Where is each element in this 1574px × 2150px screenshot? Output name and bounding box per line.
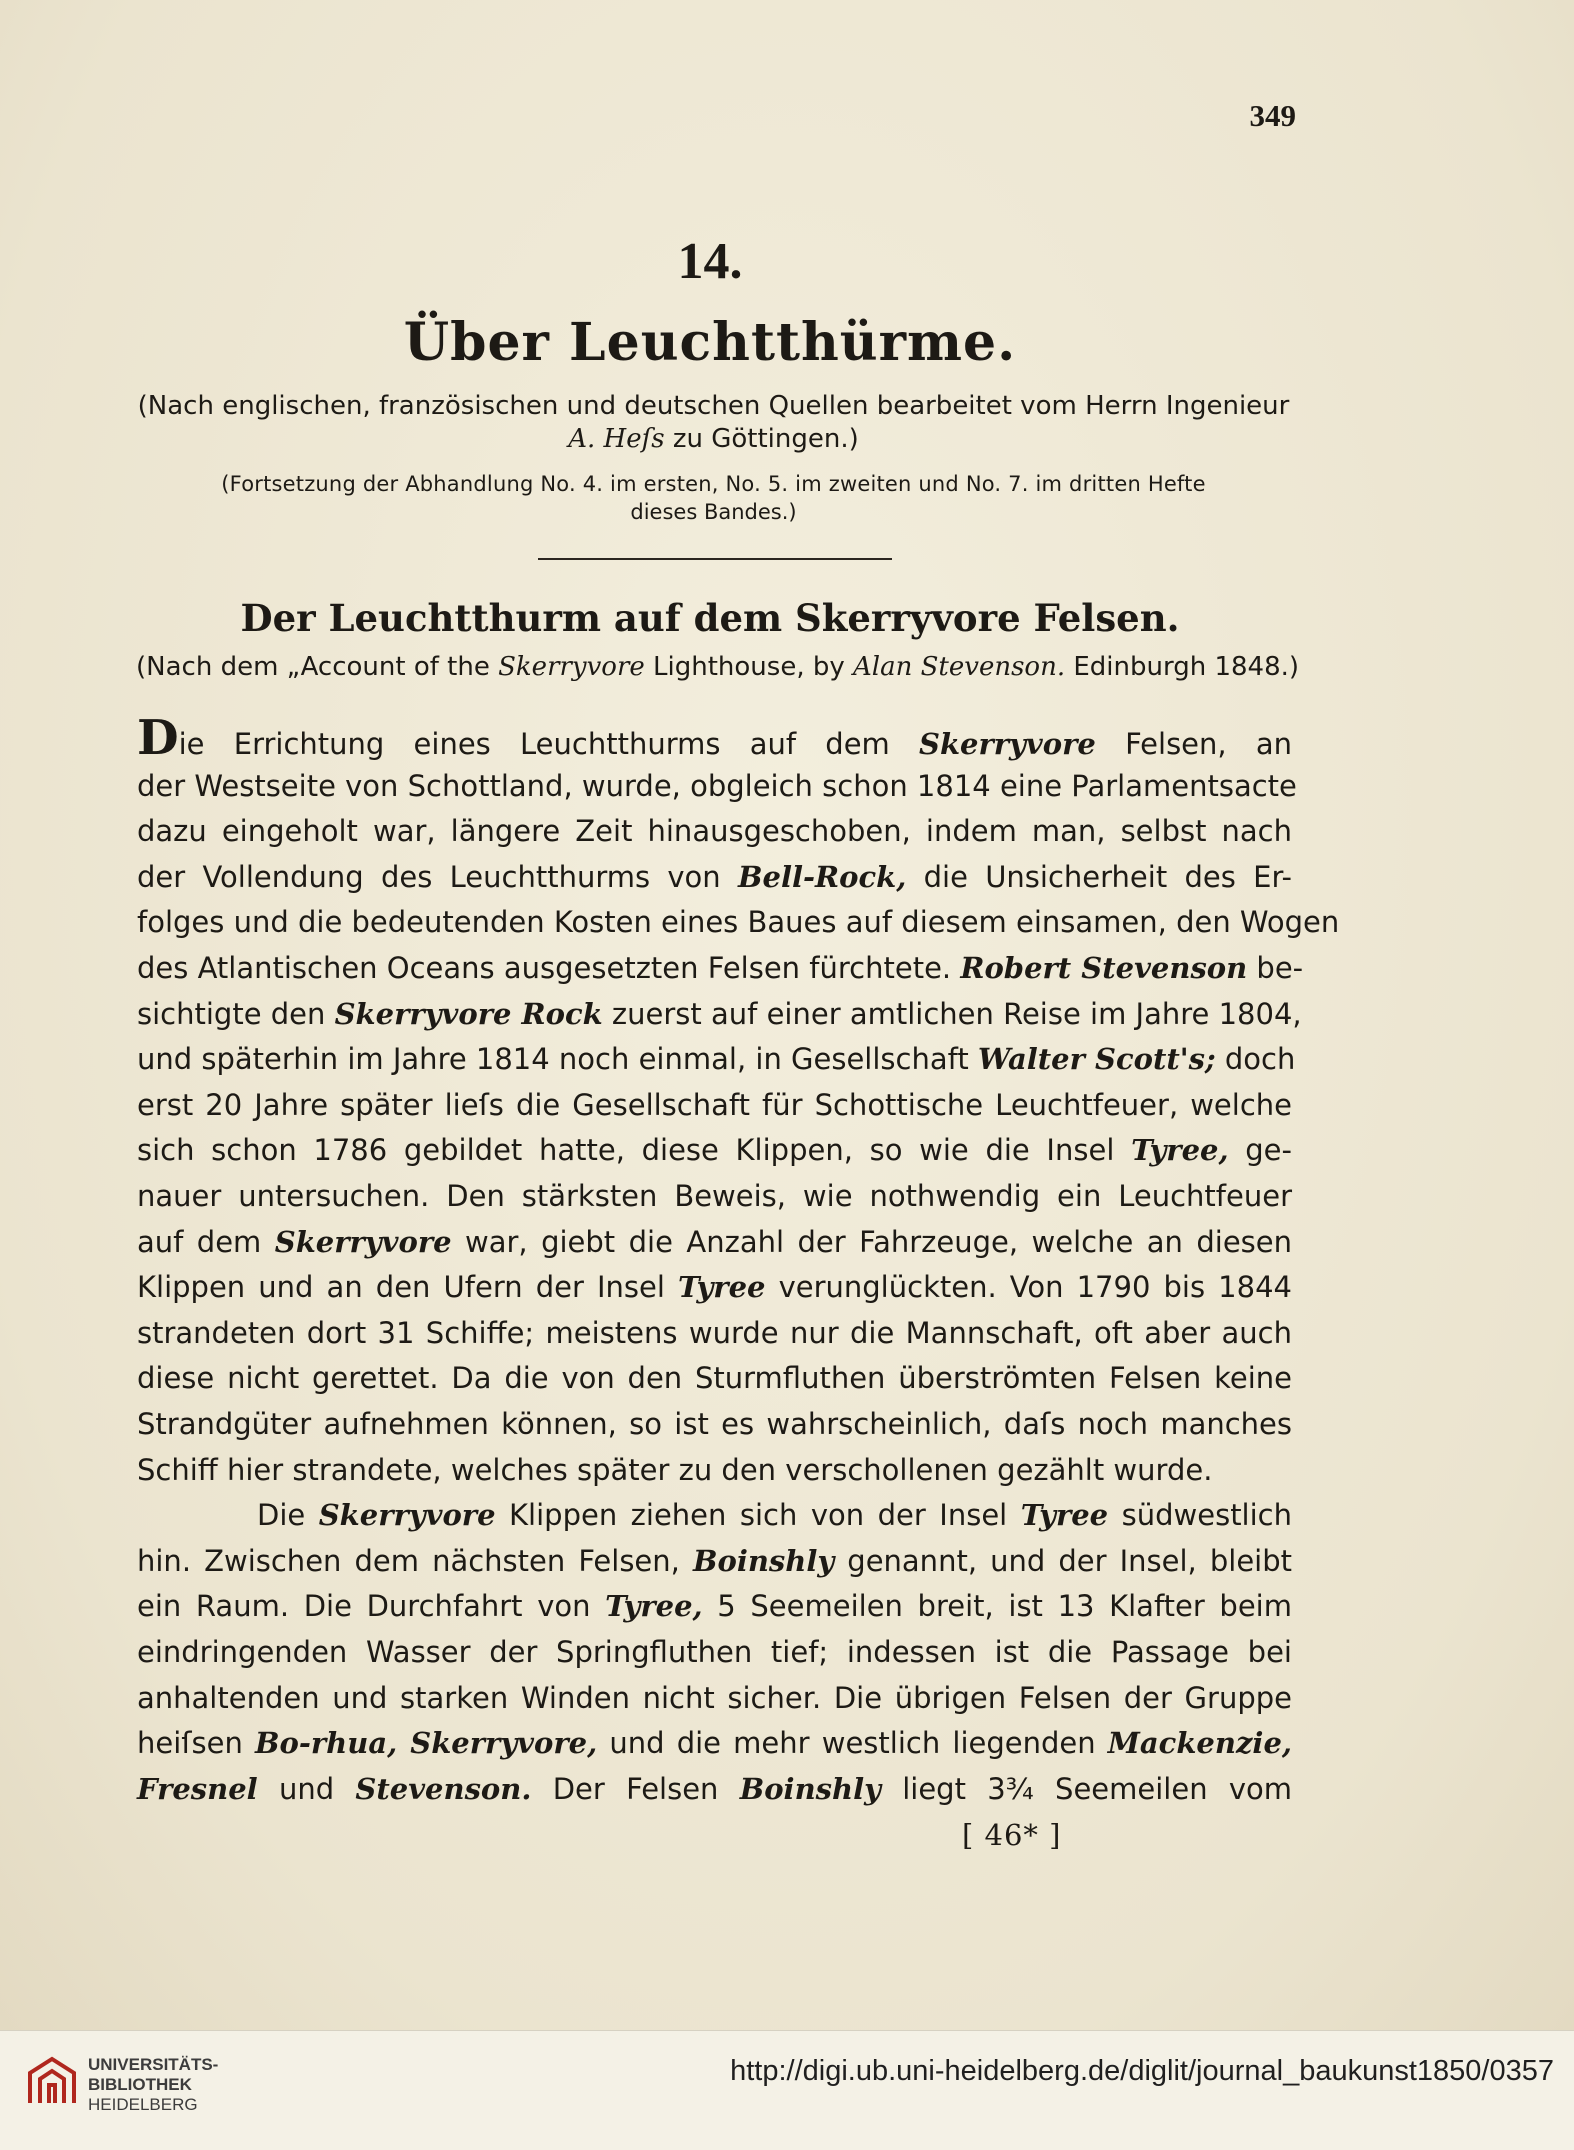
body-line — [137, 1356, 1292, 1401]
section-divider — [538, 558, 892, 560]
library-name-line: UNIVERSITÄTS- — [88, 2055, 219, 2074]
body-text-run: auf dem — [137, 1224, 275, 1259]
body-text-run: Die — [257, 1498, 319, 1533]
body-line — [137, 710, 1292, 766]
body-text-run: ein Raum. Die Durchfahrt von — [137, 1589, 606, 1624]
body-text-run: Felsen, an — [1095, 727, 1292, 761]
article-title: Über Leuchtthürme. — [403, 312, 1017, 373]
body-line — [137, 1128, 1292, 1173]
body-text-run: heiſsen — [137, 1726, 255, 1761]
section-title: Der Leuchtthurm auf dem Skerryvore Felsen. — [240, 596, 1180, 640]
body-line — [137, 992, 1302, 1037]
emphasized-name: Skerryvore — [274, 1224, 452, 1259]
body-line — [137, 855, 1292, 900]
emphasized-name: Tyree, — [1131, 1133, 1229, 1168]
body-text-run: Der Felsen — [531, 1771, 740, 1806]
body-line — [137, 1767, 1292, 1812]
article-subtitle-author-line — [136, 423, 1291, 456]
source-citation — [136, 650, 1300, 684]
body-line — [137, 1721, 1292, 1766]
emphasized-name: Bo-rhua, Skerryvore, — [255, 1726, 598, 1761]
article-subtitle: (Nach englischen, französischen und deutschen Quellen bearbeitet vom Herrn Ingenieur — [137, 391, 1290, 421]
body-text-run: sichtigte den — [137, 996, 335, 1031]
body-line — [137, 1174, 1292, 1219]
body-text-run: erst 20 Jahre später lieſs die Gesellschaft für Schottische Leuchtfeuer, welche — [137, 1087, 1292, 1122]
body-text-run: liegt 3¾ Seemeilen vom — [880, 1771, 1293, 1806]
body-line — [137, 809, 1292, 854]
citation-place: Skerryvore — [498, 652, 645, 682]
body-text-run: und späterhin im Jahre 1814 noch einmal, in Gesellschaft — [137, 1042, 978, 1077]
body-text-run: be- — [1247, 951, 1304, 985]
author-location: zu Göttingen.) — [664, 424, 859, 454]
body-text-run: verunglückten. Von 1790 bis 1844 — [765, 1270, 1292, 1305]
library-footer — [0, 2030, 1574, 2150]
body-text-run: Klippen ziehen sich von der Insel — [495, 1498, 1021, 1533]
citation-text: Lighthouse, by — [644, 652, 854, 682]
emphasized-name: Bell-Rock, — [737, 859, 907, 894]
body-text-run: strandeten dort 31 Schiffe; meistens wurde nur die Mannschaft, oft aber auch — [137, 1315, 1292, 1350]
body-line — [137, 1265, 1292, 1310]
emphasized-name: Walter Scott's; — [977, 1042, 1216, 1077]
continuation-note-end: dieses Bandes.) — [630, 500, 797, 524]
body-line — [137, 1493, 1292, 1538]
library-name-line: BIBLIOTHEK — [88, 2075, 192, 2094]
body-text-run: die Unsicherheit des Er- — [906, 859, 1292, 894]
emphasized-name: Tyree — [678, 1270, 766, 1305]
emphasized-name: Boinshly — [692, 1543, 835, 1578]
body-line — [137, 764, 1297, 809]
body-text-run: 5 Seemeilen breit, ist 13 Klafter beim — [702, 1589, 1292, 1624]
page-number: 349 — [1249, 98, 1296, 133]
body-line — [137, 1402, 1292, 1447]
body-text-run: südwestlich — [1108, 1498, 1292, 1533]
body-line — [137, 1037, 1296, 1082]
body-text-run: sich schon 1786 gebildet hatte, diese Klippen, so wie die Insel — [137, 1133, 1132, 1168]
body-text-run: zuerst auf einer amtlichen Reise im Jahre 1804, — [602, 996, 1302, 1031]
body-line — [137, 900, 1340, 945]
body-text-run: doch — [1215, 1042, 1296, 1077]
body-text-run: und die mehr westlich liegenden — [597, 1726, 1108, 1761]
emphasized-name: Skerryvore Rock — [334, 996, 603, 1031]
body-text-run: ie Errichtung eines Leuchtthurms auf dem — [178, 727, 920, 761]
body-text-run: eindringenden Wasser der Springfluthen tief; indessen ist die Passage bei — [137, 1635, 1292, 1669]
body-line — [137, 946, 1304, 991]
body-text-run: der Vollendung des Leuchtthurms von — [137, 859, 738, 894]
body-line — [137, 1630, 1292, 1675]
body-line — [137, 1539, 1292, 1584]
emphasized-name: Stevenson. — [355, 1771, 532, 1806]
drop-cap: D — [137, 710, 179, 766]
body-line — [137, 1448, 1292, 1493]
body-text-run: nauer untersuchen. Den stärksten Beweis, wie nothwendig ein Leuchtfeuer — [137, 1179, 1292, 1213]
emphasized-name: Boinshly — [739, 1771, 881, 1806]
body-line — [137, 1220, 1292, 1265]
body-line — [137, 1311, 1292, 1356]
body-text-run: und — [257, 1771, 356, 1806]
body-text-run: war, giebt die Anzahl der Fahrzeuge, welche an diesen — [451, 1224, 1292, 1259]
source-url[interactable]: http://digi.ub.uni-heidelberg.de/diglit/journal_baukunst1850/0357 — [730, 2055, 1554, 2087]
body-text-run: des Atlantischen Oceans ausgesetzten Felsen fürchtete. — [137, 951, 961, 985]
emphasized-name: Skerryvore — [919, 727, 1096, 761]
body-text-run: diese nicht gerettet. Da die von den Sturmfluthen überströmten Felsen keine — [137, 1361, 1292, 1396]
body-text-run: Klippen und an den Ufern der Insel — [137, 1270, 679, 1305]
library-name-line: HEIDELBERG — [88, 2095, 198, 2114]
body-text-run: ge- — [1228, 1133, 1292, 1168]
continuation-note: (Fortsetzung der Abhandlung No. 4. im ersten, No. 5. im zweiten und No. 7. im dritten Hefte — [221, 472, 1206, 496]
emphasized-name: Fresnel — [137, 1771, 258, 1806]
body-text-run: dazu eingeholt war, längere Zeit hinausgeschoben, indem man, selbst nach — [137, 814, 1292, 849]
body-text-run: Strandgüter aufnehmen können, so ist es wahrscheinlich, daſs noch manches — [137, 1407, 1292, 1441]
citation-text: Edinburgh 1848.) — [1065, 652, 1300, 682]
library-logo-icon — [22, 2051, 82, 2111]
body-text-run: anhaltenden und starken Winden nicht sicher. Die übrigen Felsen der Gruppe — [137, 1680, 1292, 1715]
body-text-run: hin. Zwischen dem nächsten Felsen, — [137, 1543, 693, 1578]
body-text-run: genannt, und der Insel, bleibt — [834, 1543, 1292, 1578]
signature-mark: [ 46* ] — [962, 1818, 1062, 1852]
emphasized-name: Tyree, — [605, 1589, 703, 1624]
body-line — [137, 1584, 1292, 1629]
library-name — [88, 2055, 218, 2115]
citation-author: Alan Stevenson. — [853, 652, 1066, 682]
citation-text: (Nach dem „Account of the — [136, 652, 499, 682]
emphasized-name: Skerryvore — [318, 1498, 496, 1533]
body-text-run: der Westseite von Schottland, wurde, obgleich schon 1814 eine Parlamentsacte — [137, 768, 1297, 803]
body-line — [137, 1676, 1292, 1721]
author-name: A. Heſs — [568, 424, 665, 454]
body-text-run: Schiff hier strandete, welches später zu den verschollenen gezählt wurde. — [137, 1452, 1213, 1487]
chapter-number: 14. — [677, 233, 743, 290]
emphasized-name: Robert Stevenson — [960, 951, 1248, 985]
body-line — [137, 1083, 1292, 1128]
emphasized-name: Tyree — [1020, 1498, 1109, 1533]
body-text-run: folges und die bedeutenden Kosten eines Baues auf diesem einsamen, den Wogen — [137, 905, 1340, 940]
emphasized-name: Mackenzie, — [1107, 1726, 1292, 1761]
